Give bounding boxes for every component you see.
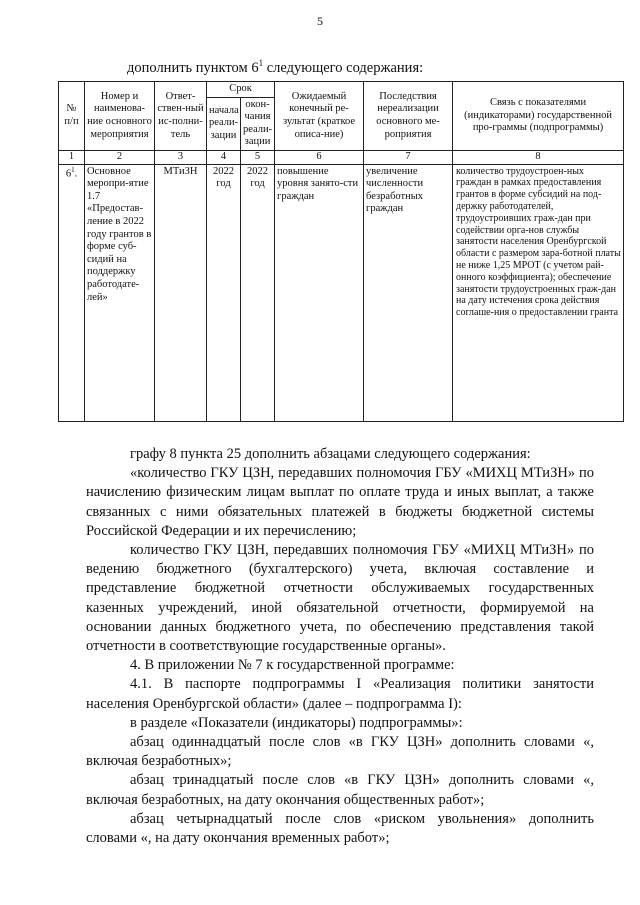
row-number bbox=[59, 164, 85, 421]
paragraph: 4. В приложении № 7 к государственной программе: bbox=[130, 657, 455, 674]
body-text bbox=[86, 445, 594, 848]
paragraph: количество ГКУ ЦЗН, передавших полномочия ГБУ «МИХЦ МТиЗН» по ведению бюджетного (бухгалтерского) учета, включая составление и представление бюджетной отчетности обслуживаемых государственных казенных учреждений, иной обязательной отчетности, формируемой на основании данных бюджетного учета, по обеспечению представления такой отчетности в соответствующие государственные органы». bbox=[86, 542, 594, 655]
paragraph: абзац одиннадцатый после слов «в ГКУ ЦЗН» дополнить словами «, включая безработных»; bbox=[86, 734, 594, 770]
intro-text: дополнить пунктом 6 bbox=[127, 59, 259, 76]
column-number: 4 bbox=[207, 150, 241, 164]
column-number: 5 bbox=[241, 150, 275, 164]
header-link: Связь с показателями (индикаторами) государственной про-граммы (подпрограммы) bbox=[453, 82, 624, 151]
page-number: 5 bbox=[317, 14, 323, 28]
column-number: 2 bbox=[85, 150, 155, 164]
column-number: 3 bbox=[155, 150, 207, 164]
paragraph: 4.1. В паспорте подпрограммы I «Реализация политики занятости населения Оренбургской области» (далее – подпрограмма I): bbox=[86, 676, 594, 712]
intro-text-end: следующего содержания: bbox=[263, 59, 424, 76]
paragraph: абзац тринадцатый после слов «в ГКУ ЦЗН» дополнить словами «, включая безработных, на дату окончания общественных работ»; bbox=[86, 772, 594, 808]
paragraph: абзац четырнадцатый после слов «риском увольнения» дополнить словами «, на дату окончания временных работ»; bbox=[86, 810, 594, 847]
header-row bbox=[59, 82, 624, 98]
row-number-dot: . bbox=[74, 168, 78, 180]
header-result: Ожидаемый конечный ре-зультат (краткое описа-ние) bbox=[275, 82, 364, 151]
header-srok: Срок bbox=[207, 82, 275, 98]
row-number-main: 6 bbox=[65, 168, 72, 180]
measure-executor: МТиЗН bbox=[155, 164, 207, 421]
measure-end: 2022 год bbox=[241, 164, 275, 421]
paragraph: в разделе «Показатели (индикаторы) подпрограммы»: bbox=[130, 714, 463, 731]
column-number: 8 bbox=[453, 150, 624, 164]
header-consequence: Последствия нереализации основного ме-роприятия bbox=[364, 82, 453, 151]
measure-start: 2022 год bbox=[207, 164, 241, 421]
measures-table bbox=[58, 81, 624, 422]
column-numbers-row bbox=[59, 150, 624, 164]
row-number-sup: 1 bbox=[71, 165, 75, 174]
header-start: начала реали-зации bbox=[207, 97, 241, 150]
intro-line bbox=[127, 58, 423, 77]
header-executor: Ответ-ствен-ный ис-полни-тель bbox=[155, 82, 207, 151]
column-number: 6 bbox=[275, 150, 364, 164]
measure-consequence: увеличение численности безработных граждан bbox=[364, 164, 453, 421]
paragraph: графу 8 пункта 25 дополнить абзацами следующего содержания: bbox=[130, 446, 531, 462]
measure-result: повышение уровня занято-сти граждан bbox=[275, 164, 364, 421]
measure-name: Основное меропри-ятие 1.7 «Предостав-ление в 2022 году грантов в форме суб-сидий на поддержку работодате-лей» bbox=[85, 164, 155, 421]
intro-superscript: 1 bbox=[258, 58, 264, 68]
paragraph: «количество ГКУ ЦЗН, передавших полномочия ГБУ «МИХЦ МТиЗН» по начислению физическим лицам выплат по оплате труда и иных выплат, а также связанных с ними обязательных платежей в бюджеты бюджетной системы Российской Федерации и их перечислению; bbox=[86, 465, 594, 539]
header-end: окон-чания реали-зации bbox=[241, 97, 275, 150]
column-number: 1 bbox=[59, 150, 85, 164]
measure-indicator-link: количество трудоустроен-ных граждан в рамках предоставления грантов в форме субсидий на под-держку работодателей, трудоустроивших граж-дан при содействии орга-нов службы занятости населения Оренбургской области с размером зара-ботной платы не ниже 1,25 МРОТ (с учетом рай-онного коэффициента); обеспечение занятости трудоустроенных граж-дан на дату истечения срока действия соглаше-ния о предоставлении гранта bbox=[453, 164, 624, 421]
column-number: 7 bbox=[364, 150, 453, 164]
table-row bbox=[59, 164, 624, 421]
header-num: № п/п bbox=[59, 82, 85, 151]
header-name: Номер и наименова-ние основного мероприятия bbox=[85, 82, 155, 151]
